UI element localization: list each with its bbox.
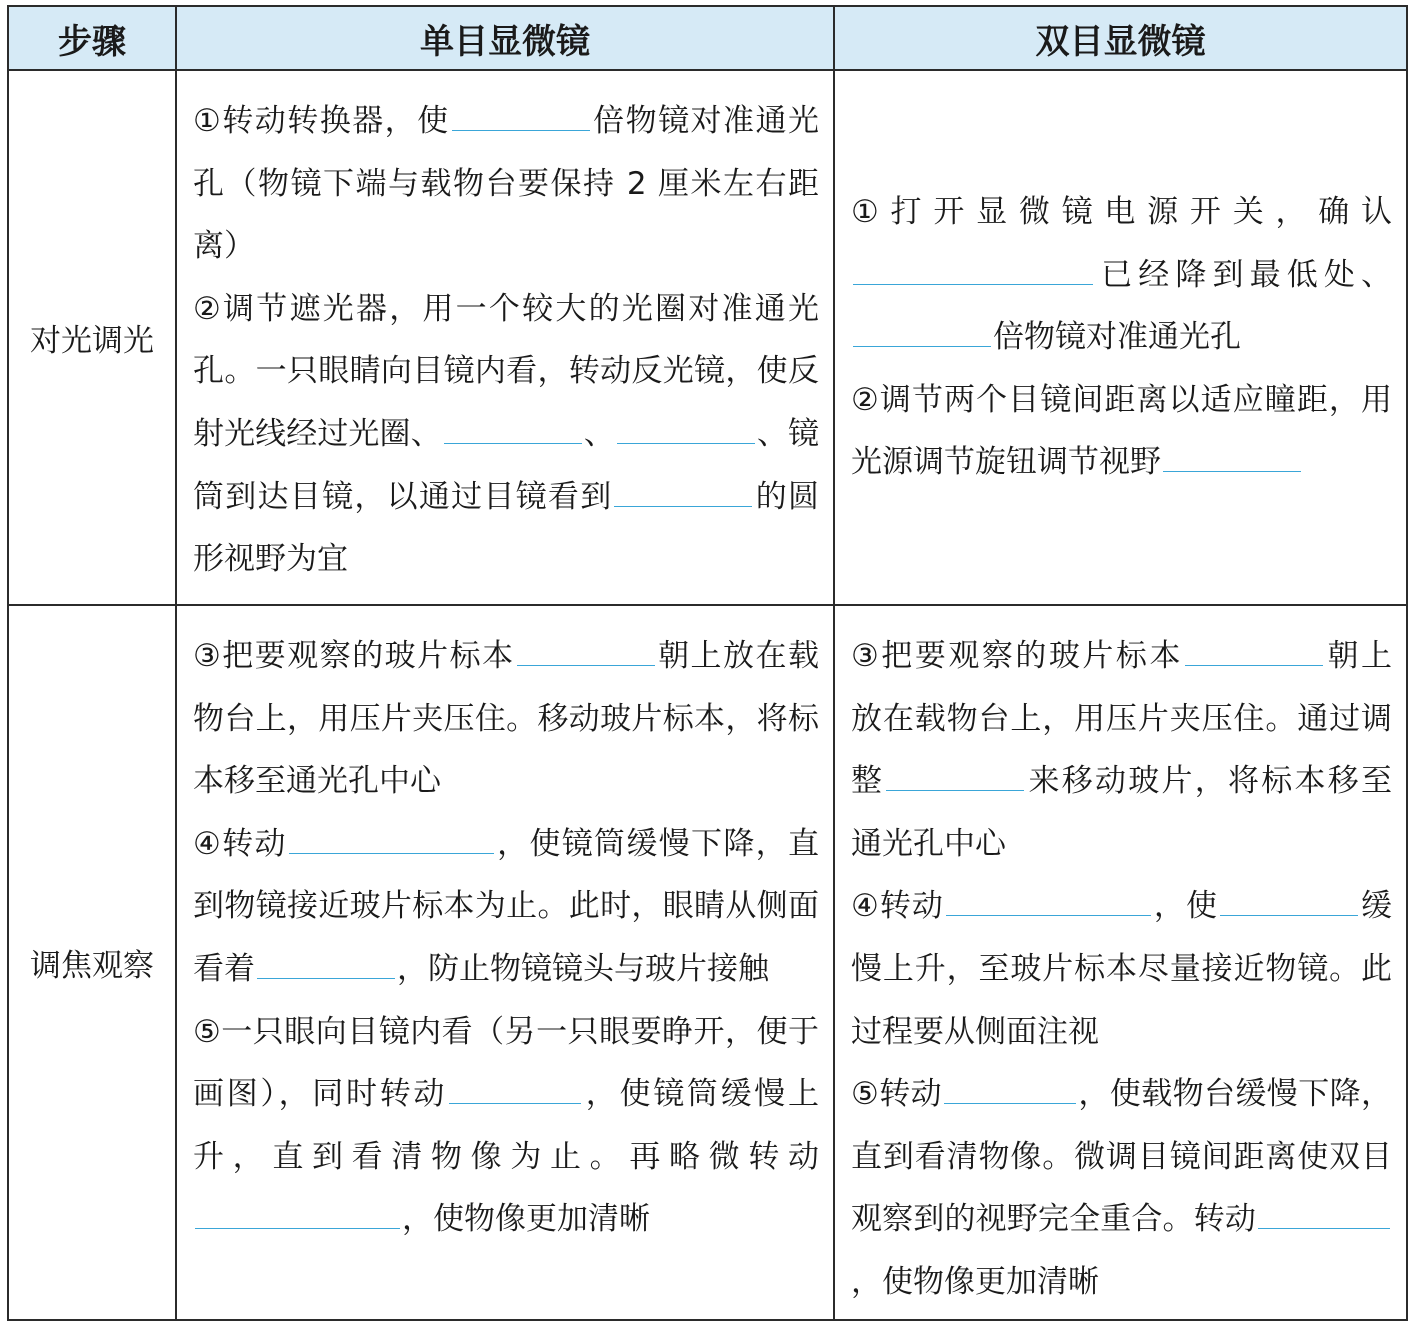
monocular-cell [176, 70, 834, 605]
text-fragment: ，使物像更加清晰 [851, 1263, 1099, 1300]
text-fragment: ，防止物镜镜头与玻片接触 [397, 950, 769, 987]
fill-blank [452, 100, 590, 131]
fill-blank [449, 1073, 581, 1104]
text-fragment: 朝上放在载物台上，用压片夹压住。通过调整 [851, 638, 1393, 800]
fill-blank [195, 1198, 400, 1229]
text-fragment: 已经降到最低处、 [1095, 256, 1392, 293]
fill-blank [944, 1073, 1076, 1104]
text-fragment: ③把要观察的玻片标本 [193, 638, 515, 674]
text-fragment: ，使镜筒缓慢上升，直到看清物像为止。再略微转动 [193, 1076, 820, 1175]
text-fragment: ⑤转动 [851, 1076, 942, 1113]
text-fragment: 、 [583, 415, 615, 452]
header-steps: 步骤 [8, 6, 176, 70]
text-fragment: 、镜筒到达目镜，以通过目镜看到 [193, 415, 820, 515]
monocular-cell [176, 605, 834, 1320]
text-fragment: 缓慢上升，至玻片标本尽量接近物镜。此过程要从侧面注视 [851, 888, 1393, 1050]
header-monocular: 单目显微镜 [176, 6, 834, 70]
fill-blank [946, 885, 1151, 916]
step-label: 调焦观察 [8, 605, 176, 1320]
table-row [8, 605, 1407, 1320]
header-binocular: 双目显微镜 [834, 6, 1407, 70]
text-fragment: ①打开显微镜电源开关，确认 [851, 194, 1392, 231]
fill-blank [614, 476, 752, 507]
text-fragment: ②调节两个目镜间距离以适应瞳距，用光源调节旋钮调节视野 [851, 381, 1392, 481]
fill-blank [1220, 885, 1358, 916]
binocular-cell [834, 605, 1407, 1320]
table-row [8, 70, 1407, 605]
fill-blank [886, 760, 1024, 791]
fill-blank [853, 316, 991, 347]
fill-blank [444, 413, 582, 444]
text-fragment: 倍物镜对准通光孔（物镜下端与载物台要保持 2 厘米左右距离） [193, 103, 820, 265]
fill-blank [257, 948, 395, 979]
fill-blank [1185, 635, 1323, 666]
text-fragment: 来移动玻片，将标本移至通光孔中心 [851, 763, 1392, 862]
text-fragment: 的圆形视野为宜 [193, 478, 820, 578]
fill-blank [517, 635, 655, 666]
text-fragment: 倍物镜对准通光孔 [993, 319, 1241, 356]
fill-blank [1258, 1198, 1390, 1229]
fill-blank [1163, 441, 1301, 472]
text-fragment: ④转动 [193, 825, 287, 862]
step-label: 对光调光 [8, 70, 176, 605]
fill-blank [853, 254, 1093, 285]
text-fragment: 朝上放在载物台上，用压片夹压住。移动玻片标本，将标本移至通光孔中心 [193, 638, 819, 800]
text-fragment: ，使载物台缓慢下降，直到看清物像。微调目镜间距离使双目观察到的视野完全重合。转动 [851, 1076, 1393, 1238]
text-fragment: ⑤一只眼向目镜内看（另一只眼要睁开，便于画图），同时转动 [193, 1013, 819, 1113]
text-fragment: ④转动 [851, 888, 944, 925]
fill-blank [289, 823, 494, 854]
text-fragment: ，使镜筒缓慢下降，直到物镜接近玻片标本为止。此时，眼睛从侧面看着 [193, 825, 819, 987]
text-fragment: ③把要观察的玻片标本 [851, 638, 1183, 674]
microscope-steps-table [7, 5, 1408, 1321]
text-fragment: ②调节遮光器，用一个较大的光圈对准通光孔。一只眼睛向目镜内看，转动反光镜，使反射光线经过光圈、 [193, 290, 819, 452]
text-fragment: ①转动转换器，使 [193, 103, 450, 139]
fill-blank [617, 413, 755, 444]
text-fragment: ，使 [1152, 888, 1218, 925]
table-header-row [8, 6, 1407, 70]
text-fragment: ，使物像更加清晰 [402, 1201, 650, 1238]
binocular-cell [834, 70, 1407, 605]
